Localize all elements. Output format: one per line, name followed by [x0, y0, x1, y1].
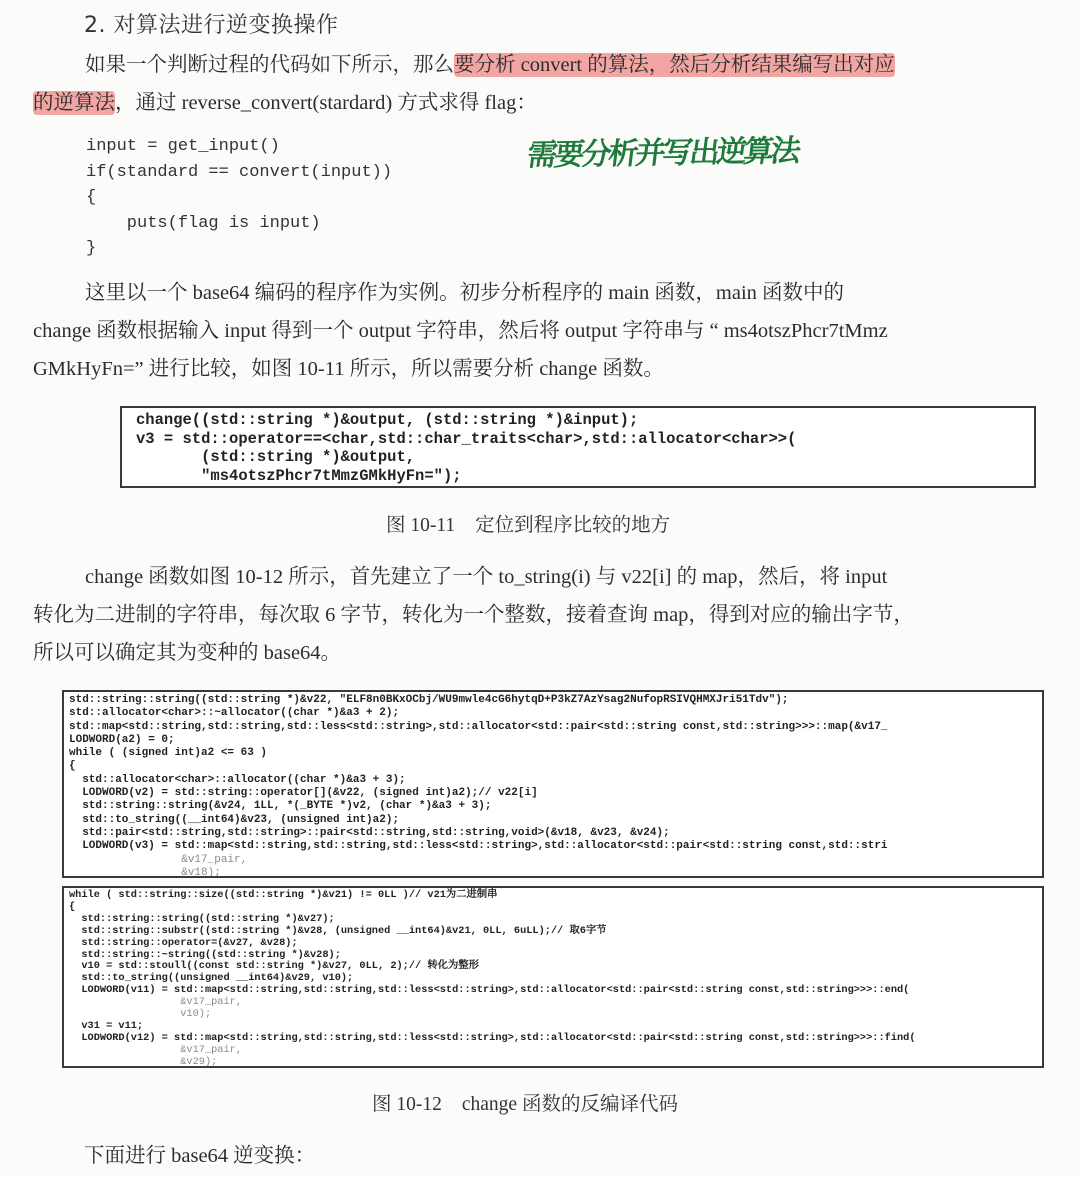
para-line: 所以可以确定其为变种的 base64。	[33, 642, 342, 664]
code-line: v3 = std::operator==<char,std::char_traits<char>,std::allocator<char>>(	[136, 429, 797, 448]
code-line: std::string::operator=(&v27, &v28);	[69, 936, 298, 949]
code-line: LODWORD(v12) = std::map<std::string,std::string,std::less<std::string>,std::allocator<std::pair<std::string const,std::string>>>::find(	[69, 1031, 916, 1044]
code-line: std::pair<std::string,std::string>::pair<std::string,std::string,void>(&v18, &v23, &v24);	[69, 826, 670, 839]
code-line: v10 = std::stoull((const std::string *)&v27, 0LL, 2);// 转化为整形	[69, 960, 479, 973]
code-line: std::string::~string((std::string *)&v28);	[69, 948, 341, 961]
highlighted-text-1: 要分析 convert 的算法，然后分析结果编写出对应	[454, 54, 895, 76]
caption-text: change 函数的反编译代码	[461, 1094, 678, 1115]
figure-10-11-caption	[386, 509, 670, 537]
para-line: change 函数根据输入 input 得到一个 output 字符串，然后将 output 字符串与 “ ms4otszPhcr7tMmz	[33, 320, 888, 342]
caption-number: 图 10-11	[386, 515, 456, 536]
code-line: {	[86, 188, 97, 207]
code-line: &v29);	[69, 1055, 218, 1068]
para-line: change 函数如图 10-12 所示，首先建立了一个 to_string(i) 与 v22[i] 的 map，然后，将 input	[85, 566, 888, 588]
caption-number: 图 10-12	[372, 1094, 442, 1115]
code-line: {	[69, 760, 76, 773]
code-line: std::string::string(&v24, 1LL, *(_BYTE *)v2, (char *)&a3 + 3);	[69, 800, 492, 813]
code-line: while ( std::string::size((std::string *)&v21) != 0LL )// v21为二进制串	[69, 889, 498, 901]
code-line: v31 = v11;	[69, 1019, 144, 1032]
code-line: }	[86, 239, 97, 258]
code-line: &v17_pair,	[69, 1043, 243, 1056]
code-line: std::to_string((unsigned __int64)&v29, v10);	[69, 972, 354, 985]
paragraph-intro	[33, 46, 1073, 122]
code-line: std::string::string((std::string *)&v22, "ELF8n0BKxOCbj/WU9mwle4cG6hytqD+P3kZ7AzYsag2NufopRSIVQHMXJri51Tdv");	[69, 694, 789, 706]
figure-10-12-caption	[372, 1088, 678, 1116]
code-line: puts(flag is input)	[86, 213, 321, 233]
caption-text: 定位到程序比较的地方	[475, 515, 671, 536]
code-line: {	[69, 900, 76, 913]
code-line: LODWORD(v2) = std::string::operator[](&v22, (signed int)a2);// v22[i]	[69, 787, 538, 800]
code-sample	[86, 134, 392, 262]
figure-10-12-code-box-2	[62, 886, 1044, 1068]
code-line: (std::string *)&output,	[136, 448, 416, 466]
code-line: &v18);	[69, 866, 221, 878]
para-line: 转化为二进制的字符串，每次取 6 字节，转化为一个整数，接着查询 map，得到对应的输出字节，	[33, 604, 914, 626]
code-line: input = get_input()	[86, 137, 280, 156]
code-line: LODWORD(v11) = std::map<std::string,std::string,std::less<std::string>,std::allocator<std::pair<std::string const,std::string>>>::end(	[69, 984, 910, 997]
figure-10-11-code-box	[120, 406, 1036, 488]
code-line: if(standard == convert(input))	[86, 162, 393, 182]
code-line: &v17_pair,	[69, 853, 248, 866]
code-line: &v17_pair,	[69, 996, 243, 1009]
code-line: "ms4otszPhcr7tMmzGMkHyFn=");	[136, 466, 462, 485]
code-line: change((std::string *)&output, (std::string *)&input);	[136, 411, 639, 429]
highlighted-text-2: 的逆算法	[33, 92, 115, 114]
para-line: GMkHyFn=” 进行比较，如图 10-11 所示，所以需要分析 change 函数。	[33, 358, 664, 380]
code-line: std::to_string((__int64)&v23, (unsigned int)a2);	[69, 813, 400, 826]
closing-line: 下面进行 base64 逆变换：	[84, 1145, 316, 1167]
code-line: std::map<std::string,std::string,std::less<std::string>,std::allocator<std::pair<std::string const,std::string>>>::map(&v17_	[69, 720, 888, 733]
code-line: while ( (signed int)a2 <= 63 )	[69, 747, 268, 760]
code-line: std::string::string((std::string *)&v27);	[69, 912, 335, 925]
paragraph-example	[33, 274, 1073, 388]
code-line: std::allocator<char>::~allocator((char *)&a3 + 2);	[69, 707, 400, 720]
handwritten-note: 需要分析并写出逆算法	[525, 133, 801, 174]
paragraph-change-function	[33, 558, 1073, 672]
code-line: LODWORD(a2) = 0;	[69, 733, 175, 746]
code-line: std::allocator<char>::allocator((char *)&a3 + 3);	[69, 773, 406, 786]
para-line: 这里以一个 base64 编码的程序作为实例。初步分析程序的 main 函数，main 函数中的	[85, 282, 845, 304]
code-line: std::string::substr((std::string *)&v28, (unsigned __int64)&v21, 0LL, 6uLL);// 取6字节	[69, 924, 607, 937]
code-line: LODWORD(v3) = std::map<std::string,std::string,std::less<std::string>,std::allocator<std::pair<std::string const,std::stri	[69, 840, 888, 853]
section-heading: 2. 对算法进行逆变换操作	[84, 13, 339, 38]
code-line: v10);	[69, 1008, 212, 1021]
figure-10-12-code-box-1	[62, 690, 1044, 878]
intro-text-post: ，通过 reverse_convert(stardard) 方式求得 flag：	[115, 92, 537, 114]
intro-text-pre: 如果一个判断过程的代码如下所示，那么	[85, 54, 454, 76]
